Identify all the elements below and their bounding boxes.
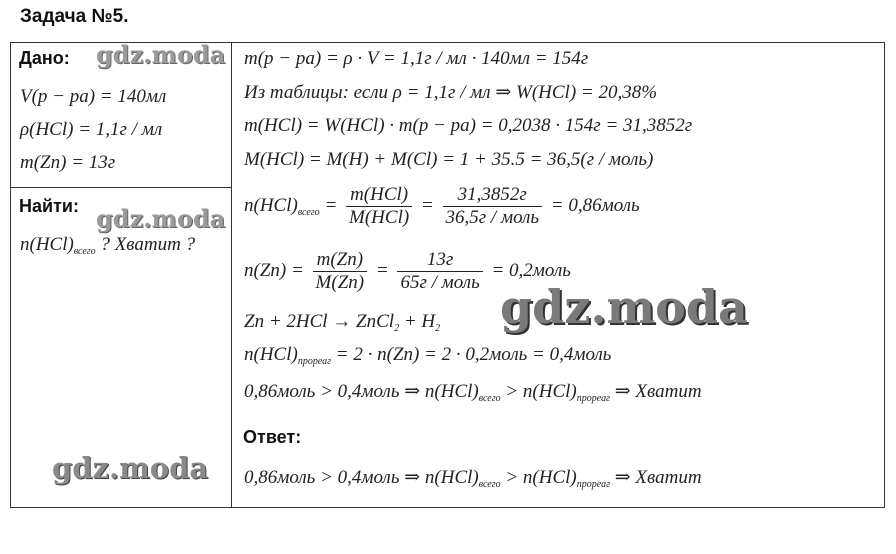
answer-label: Ответ: [243,427,302,447]
find-label: Найти: [19,196,79,216]
given-line-volume: V(р − ра) = 140мл [20,86,167,107]
solution-line-5: $n(HCl)_{всего}$ = $\frac{\text{m(HCl)}}{\text{M(HCl)}}$ = $\frac{31,3852г}{\text{36,5г / моль}}$ = 0,86моль [244,184,640,228]
watermark: gdz.moda [96,40,226,69]
fraction-values-zn: $\frac{13г}{\text{65г / моль}}$ [397,249,482,294]
solution-line-7-equation: Zn + 2HCl → ZnCl$_2$ + $H_2$ [244,311,441,334]
watermark: gdz.moda [52,451,209,485]
row-divider [10,187,231,188]
answer-line: 0,86моль > 0,4моль ⇒ $n(HCl)_{всего} > n(HCl)_{прореаг}$ ⇒ Хватит [244,467,702,490]
solution-line-3: m(HCl) = W(HCl) · m(р − ра) = 0,2038 · 154г = 31,3852г [244,115,693,136]
fraction-values: $\frac{31,3852г}{\text{36,5г / моль}}$ [443,184,543,229]
given-line-density: ρ(HCl) = 1,1г / мл [20,119,163,140]
solution-line-6: n(Zn) = $\frac{m(Zn)}{M(Zn)}$ = $\frac{13г}{\text{65г / моль}}$ = 0,2моль [244,249,571,293]
solution-line-2: Из таблицы: если ρ = 1,1г / мл ⇒ W(HCl) = 20,38% [244,82,658,103]
watermark: gdz.moda [500,280,748,334]
solution-line-9: 0,86моль > 0,4моль ⇒ $n(HCl)_{всего} > n(HCl)_{прореаг}$ ⇒ Хватит [244,381,702,404]
given-line-mass: m(Zn) = 13г [20,152,116,173]
fraction-mass-over-molar: $\frac{\text{m(HCl)}}{\text{M(HCl)}}$ [346,184,412,229]
fraction-mass-over-molar-zn: $\frac{m(Zn)}{M(Zn)}$ [313,249,368,294]
given-label: Дано: [19,48,70,68]
solution-line-1: m(р − ра) = ρ · V = 1,1г / мл · 140мл = 154г [244,48,589,69]
watermark: gdz.moda [96,204,226,233]
column-divider [231,42,232,508]
solution-line-4: M(HCl) = M(H) + M(Cl) = 1 + 35.5 = 36,5(г / моль) [244,149,654,170]
solution-line-8: $n(HCl)_{прореаг} = 2 \cdot n(Zn) = 2$ · 0,2моль = 0,4моль [244,344,612,367]
find-line: $n(HCl)_{всего}$ ? Хватит ? [20,234,196,257]
page-title: Задача №5. [20,6,129,27]
